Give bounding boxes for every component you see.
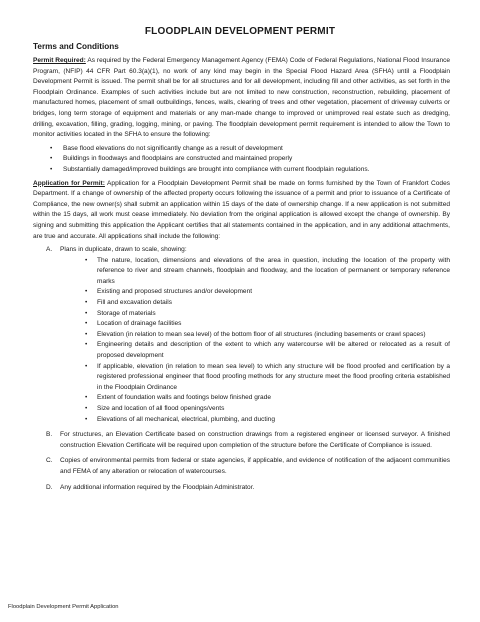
section-c-label: C. <box>46 457 53 465</box>
monitor-list <box>33 144 450 176</box>
permit-required-text: As required by the Federal Emergency Management Agency (FEMA) Code of Federal Regulations, National Flood Insurance Program, (NFIP) 44 CFR Part 60.3(a)(1), no work of any kind may begin in the Special Flood Hazard Area (SFHA) until a Floodplain Development Permit is issued. The permit shall be for all structures and for all development, including fill and other activities, as set forth in the Floodplain Ordinance. Examples of such activities include but are not limited to new construction, reconstruction, rebuilding, placement of manufactured homes, placement of small outbuildings, fences, walls, clearing of trees and other vegetation, placement of driveway culverts or bridges, long term storage of equipment and materials or any man-made change to improved or unimproved real estate such as dredging, drilling, excavation, filling, grading, logging, mining, or paving. The floodplain development permit requirement is intended to allow the Town to monitor activities located in the SFHA to ensure the following: <box>33 57 450 139</box>
list-item: • Extent of foundation walls and footings below finished grade <box>33 393 450 404</box>
list-item: • Fill and excavation details <box>33 298 450 309</box>
list-item: • Substantially damaged/improved buildings are brought into compliance with current floodplain regulations. <box>33 165 450 176</box>
section-a-label: A. <box>46 246 53 254</box>
plans-list <box>33 256 450 426</box>
document-body <box>33 56 450 493</box>
section-d-label: D. <box>46 483 53 491</box>
list-item: • Location of drainage facilities <box>33 319 450 330</box>
section-b-label: B. <box>46 431 53 439</box>
permit-required-paragraph <box>33 56 450 141</box>
section-c-text: Copies of environmental permits from federal or state agencies, if applicable, and evidence of notification of the adjacent communities and FEMA of any alteration or relocation of watercourses. <box>60 457 450 475</box>
application-paragraph <box>33 179 450 243</box>
section-c <box>33 456 450 477</box>
list-item: • Elevations of all mechanical, electrical, plumbing, and ducting <box>33 415 450 426</box>
section-d-text: Any additional information required by the Floodplain Administrator. <box>60 483 255 491</box>
list-item: • Existing and proposed structures and/or development <box>33 287 450 298</box>
application-lead: Application for Permit: <box>33 179 105 187</box>
list-item: • Buildings in floodways and floodplains are constructed and maintained properly <box>33 154 450 165</box>
application-text: Application for a Floodplain Development Permit shall be made on forms furnished by the Town of Frankfort Codes Department. If a change of ownership of the affected property occurs following the issuance of a permit and prior to issuance of a Certificate of Compliance, the new owner(s) shall submit an application within 15 days of the date of ownership change. If a new application is not submitted within the 15 days, all work must cease immediately. No deviation from the original application is allowed except the change of ownership. By signing and submitting this application the Applicant certifies that all statements contained in the application, and in any additional attachments, are true and accurate. All applications shall include the following: <box>33 179 450 240</box>
section-d <box>33 483 450 494</box>
page-title: FLOODPLAIN DEVELOPMENT PERMIT <box>144 26 336 37</box>
list-item: • Elevation (in relation to mean sea level) of the bottom floor of all structures (including basements or crawl spaces) <box>33 330 450 341</box>
list-item: • If applicable, elevation (in relation to mean sea level) to which any structure will be flood proofed and certification by a registered professional engineer that flood proofing methods for any structure meet the flood proofing criteria established in the Floodplain Ordinance <box>33 362 450 394</box>
list-item: • Base flood elevations do not significantly change as a result of development <box>33 144 450 155</box>
list-item: • The nature, location, dimensions and elevations of the area in question, including the location of the property with reference to river and stream channels, floodplain and floodway, and the location of permanent or temporary reference marks <box>33 256 450 288</box>
list-item: • Engineering details and description of the extent to which any watercourse will be altered or relocated as a result of proposed development <box>33 340 450 361</box>
section-b <box>33 430 450 451</box>
list-item: • Size and location of all flood openings/vents <box>33 404 450 415</box>
list-item: • Storage of materials <box>33 309 450 320</box>
section-b-text: For structures, an Elevation Certificate based on construction drawings from a registered engineer or licensed surveyor. A finished construction Elevation Certificate will be required upon completion of the structure before the Certificate of Compliance is issued. <box>60 431 450 449</box>
section-a <box>33 245 450 256</box>
terms-heading: Terms and Conditions <box>33 42 119 51</box>
page-footer: Floodplain Development Permit Application <box>8 604 119 610</box>
permit-required-lead: Permit Required: <box>33 57 86 64</box>
section-a-text: Plans in duplicate, drawn to scale, showing: <box>60 246 187 254</box>
